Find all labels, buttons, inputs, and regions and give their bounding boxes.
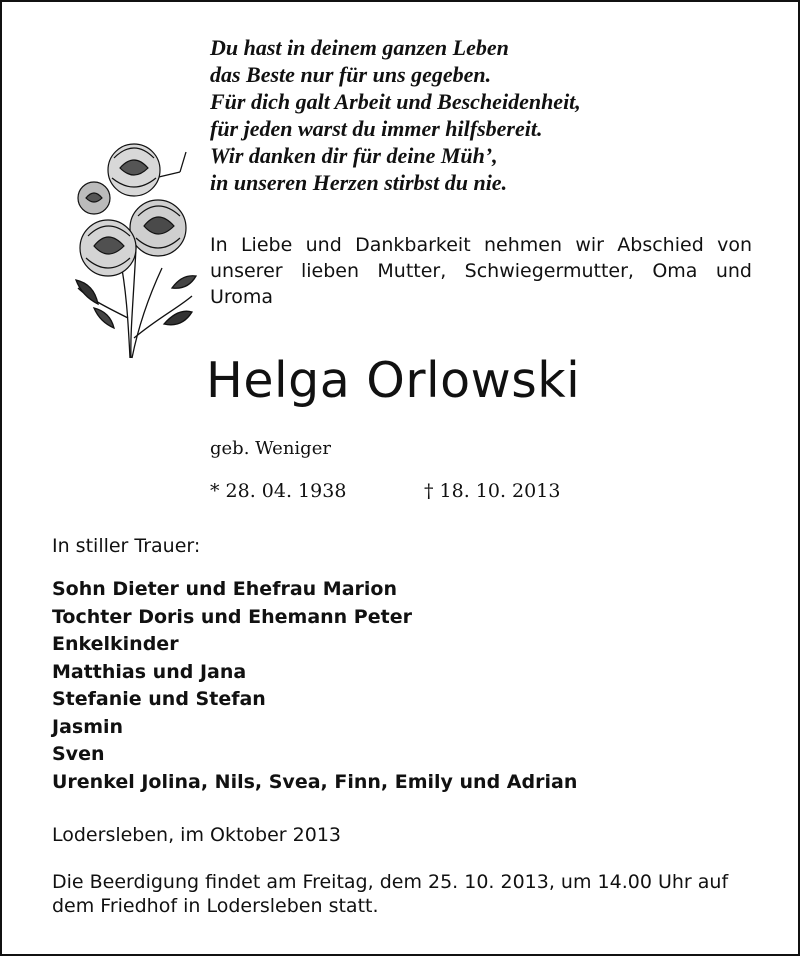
deceased-name: Helga Orlowski <box>206 352 581 409</box>
birth-name: geb. Weniger <box>210 438 331 459</box>
mourning-label: In stiller Trauer: <box>52 535 201 557</box>
mourner-item: Sven <box>52 743 105 765</box>
memorial-poem: Du hast in deinem ganzen Leben das Beste nur für uns gegeben. Für dich galt Arbeit und Bescheidenheit, für jeden warst du immer hilfsbereit. Wir danken dir für deine Müh’, in unseren Herzen stirbst du nie. <box>210 35 581 195</box>
mourner-item: Matthias und Jana <box>52 660 247 683</box>
birth-date: * 28. 04. 1938 <box>210 480 347 502</box>
mourner-item: Sohn Dieter und Ehefrau Marion <box>52 578 397 600</box>
place-date: Lodersleben, im Oktober 2013 <box>52 824 341 846</box>
mourner-item: Tochter Doris und Ehemann Peter <box>52 605 412 628</box>
mourner-item: Urenkel Jolina, Nils, Svea, Finn, Emily und Adrian <box>52 770 578 793</box>
mourner-item: Jasmin <box>52 715 124 738</box>
roses-illustration-icon <box>68 128 204 360</box>
funeral-info: Die Beerdigung findet am Freitag, dem 25. 10. 2013, um 14.00 Uhr auf dem Friedhof in Lodersleben statt. <box>52 871 729 917</box>
farewell-text: In Liebe und Dankbarkeit nehmen wir Abschied von unserer lieben Mutter, Schwiegermutter, Oma und Uroma <box>210 234 752 308</box>
death-date: † 18. 10. 2013 <box>424 480 561 502</box>
mourners-list <box>52 576 577 796</box>
mourner-item: Stefanie und Stefan <box>52 688 266 710</box>
mourner-item: Enkelkinder <box>52 633 179 655</box>
